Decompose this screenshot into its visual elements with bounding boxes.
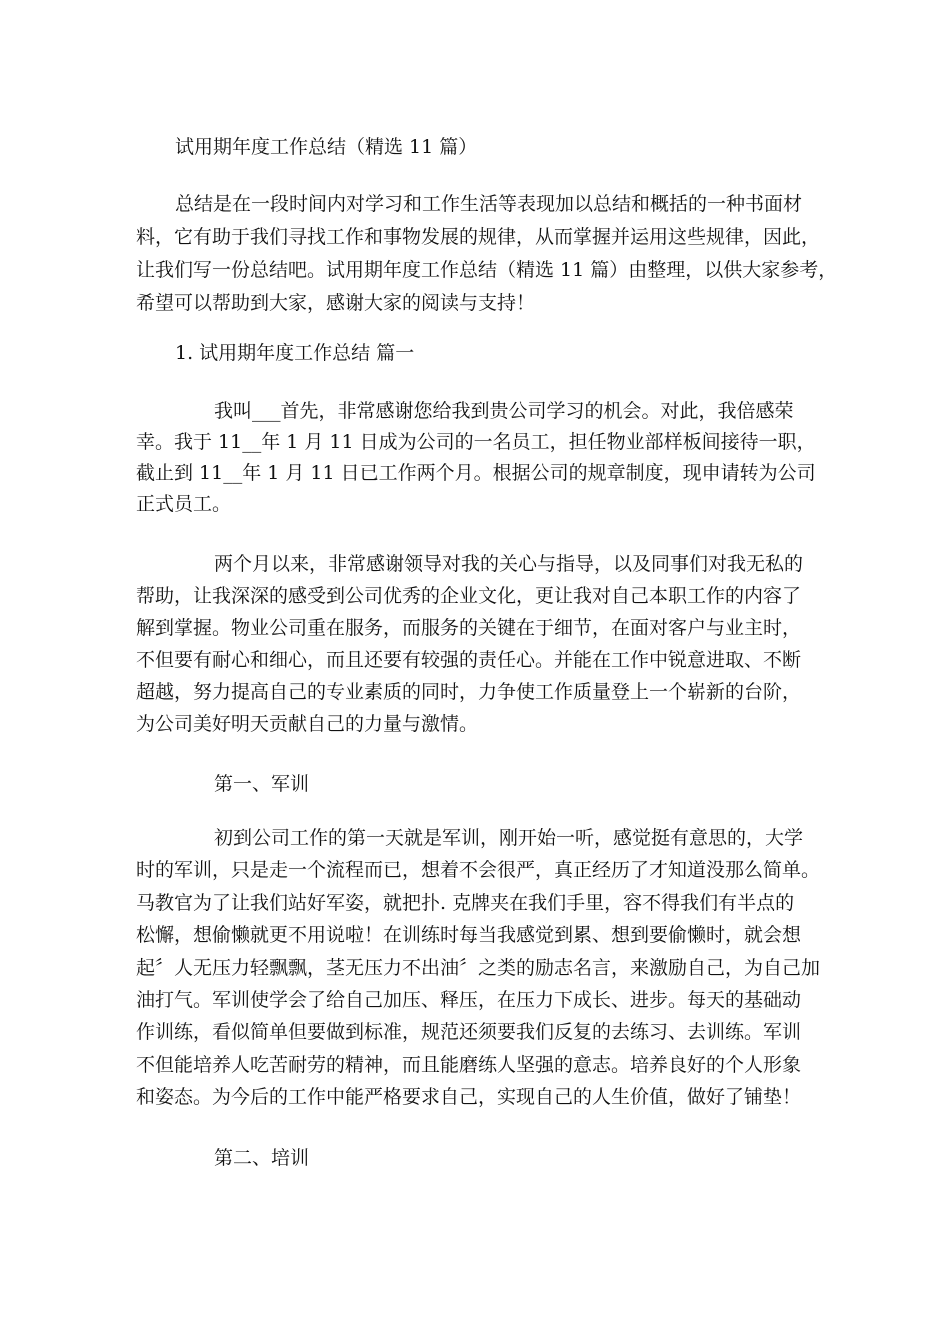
intro-line: 让我们写一份总结吧。试用期年度工作总结（精选 11 篇）由整理，以供大家参考，	[136, 259, 838, 281]
paragraph-line: 超越，努力提高自己的专业素质的同时，力争使工作质量登上一个崭新的台阶，	[136, 681, 802, 703]
intro-paragraph	[136, 188, 838, 320]
paragraph-line: 我叫___首先，非常感谢您给我到贵公司学习的机会。对此，我倍感荣	[214, 400, 794, 422]
paragraph-line: 不但要有耐心和细心，而且还要有较强的责任心。并能在工作中锐意进取、不断	[136, 649, 802, 671]
paragraph-line: 油打气。军训使学会了给自己加压、释压，在压力下成长、进步。每天的基础动	[136, 989, 802, 1012]
paragraph-line: 正式员工。	[136, 493, 232, 515]
subheading-military-training: 第一、军训	[214, 773, 310, 795]
paragraph-line: 松懈，想偷懒就更不用说啦！在训练时每当我感觉到累、想到要偷懒时，就会想	[136, 924, 802, 947]
paragraph-line: 初到公司工作的第一天就是军训，刚开始一听，感觉挺有意思的，大学	[214, 827, 804, 849]
intro-line: 希望可以帮助到大家，感谢大家的阅读与支持！	[136, 292, 536, 314]
paragraph-1	[136, 396, 826, 520]
paragraph-line: 截止到 11__年 1 月 11 日已工作两个月。根据公司的规章制度，现申请转为公司	[136, 462, 816, 484]
paragraph-line: 幸。我于 11__年 1 月 11 日成为公司的一名员工，担任物业部样板间接待一职，	[136, 431, 816, 453]
paragraph-line: 马教官为了让我们站好军姿，就把扑. 克牌夹在我们手里，容不得我们有半点的	[136, 891, 795, 914]
paragraph-line: 帮助，让我深深的感受到公司优秀的企业文化，更让我对自己本职工作的内容了	[136, 585, 802, 607]
paragraph-line: 起〞人无压力轻飘飘，茎无压力不出油〞之类的励志名言，来激励自己，为自己加	[136, 956, 821, 979]
paragraph-line: 作训练，看似简单但要做到标准，规范还须要我们反复的去练习、去训练。军训	[136, 1021, 802, 1044]
document-title: 试用期年度工作总结（精选 11 篇）	[175, 136, 478, 158]
paragraph-line: 时的军训，只是走一个流程而已，想着不会很严，真正经历了才知道没那么简单。	[136, 859, 821, 882]
paragraph-line: 两个月以来，非常感谢领导对我的关心与指导，以及同事们对我无私的	[214, 553, 804, 575]
section-title: 1. 试用期年度工作总结 篇一	[175, 342, 415, 364]
paragraph-line: 解到掌握。物业公司重在服务，而服务的关键在于细节，在面对客户与业主时，	[136, 617, 802, 639]
paragraph-line: 不但能培养人吃苦耐劳的精神，而且能磨练人坚强的意志。培养良好的个人形象	[136, 1053, 802, 1076]
subheading-training: 第二、培训	[214, 1147, 310, 1169]
paragraph-line: 和姿态。为今后的工作中能严格要求自己，实现自己的人生价值，做好了铺垫！	[136, 1086, 802, 1109]
intro-line: 料，它有助于我们寻找工作和事物发展的规律，从而掌握并运用这些规律，因此，	[136, 226, 821, 248]
paragraph-3	[136, 822, 826, 1114]
paragraph-2	[136, 548, 826, 740]
intro-line: 总结是在一段时间内对学习和工作生活等表现加以总结和概括的一种书面材	[175, 193, 803, 215]
paragraph-line: 为公司美好明天贡献自己的力量与激情。	[136, 713, 479, 735]
